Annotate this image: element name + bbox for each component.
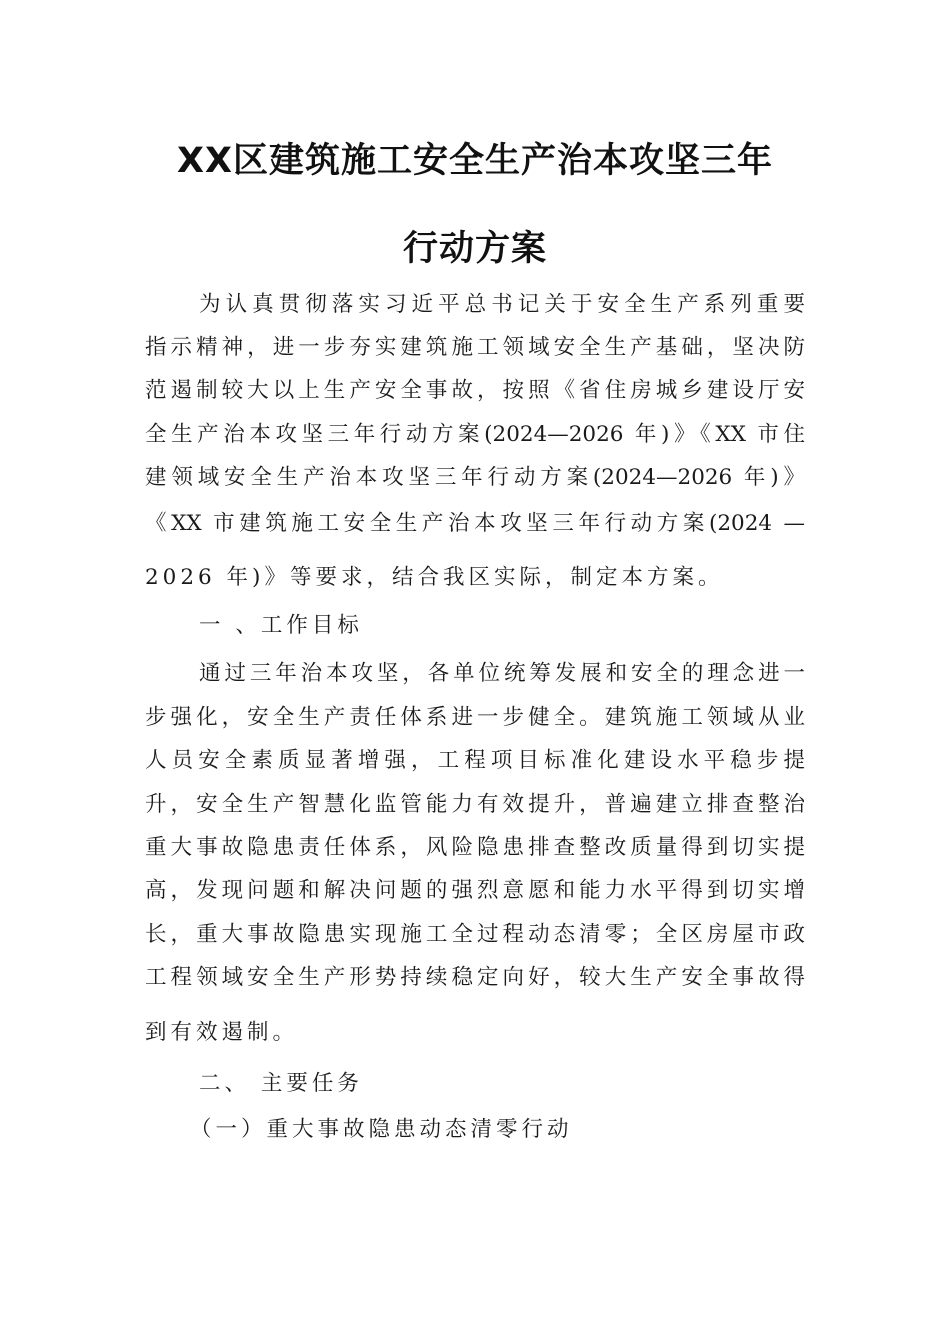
- intro-line-3: 范遏制较大以上生产安全事故，按照《省住房城乡建设厅安: [145, 378, 805, 403]
- section-1-line-7: 长，重大事故隐患实现施工全过程动态清零；全区房屋市政: [145, 922, 805, 947]
- intro-line-2: 指示精神，进一步夯实建筑施工领域安全生产基础，坚决防: [145, 335, 805, 360]
- section-1-line-3: 人员安全素质显著增强，工程项目标准化建设水平稳步提: [145, 748, 805, 773]
- intro-line-1: 为认真贯彻落实习近平总书记关于安全生产系列重要: [199, 292, 805, 317]
- section-1-heading: 一 、工作目标: [199, 613, 363, 638]
- section-1-line-8: 工程领域安全生产形势持续稳定向好，较大生产安全事故得: [145, 965, 805, 990]
- section-1-line-5: 重大事故隐患责任体系，风险隐患排查整改质量得到切实提: [145, 835, 805, 860]
- intro-line-7: 2026 年)》等要求，结合我区实际，制定本方案。: [145, 565, 724, 590]
- document-title-line-2: 行动方案: [402, 229, 547, 269]
- section-1-line-1: 通过三年治本攻坚，各单位统筹发展和安全的理念进一: [199, 661, 805, 686]
- intro-line-4: 全生产治本攻坚三年行动方案(2024—2026 年)》《XX 市住: [145, 422, 805, 447]
- section-1-line-9: 到有效遏制。: [145, 1020, 299, 1045]
- section-1-line-2: 步强化，安全生产责任体系进一步健全。建筑施工领域从业: [145, 705, 805, 730]
- document-title-line-1: XX区建筑施工安全生产治本攻坚三年: [177, 141, 773, 181]
- intro-line-5: 建领域安全生产治本攻坚三年行动方案(2024—2026 年)》: [145, 465, 805, 490]
- subsection-1-heading: （一）重大事故隐患动态清零行动: [190, 1117, 573, 1142]
- section-1-line-4: 升，安全生产智慧化监管能力有效提升，普遍建立排查整治: [145, 792, 805, 817]
- section-2-heading: 二、 主要任务: [199, 1071, 363, 1096]
- section-1-line-6: 高，发现问题和解决问题的强烈意愿和能力水平得到切实增: [145, 878, 805, 903]
- intro-line-6: 《XX 市建筑施工安全生产治本攻坚三年行动方案(2024 —: [145, 511, 805, 536]
